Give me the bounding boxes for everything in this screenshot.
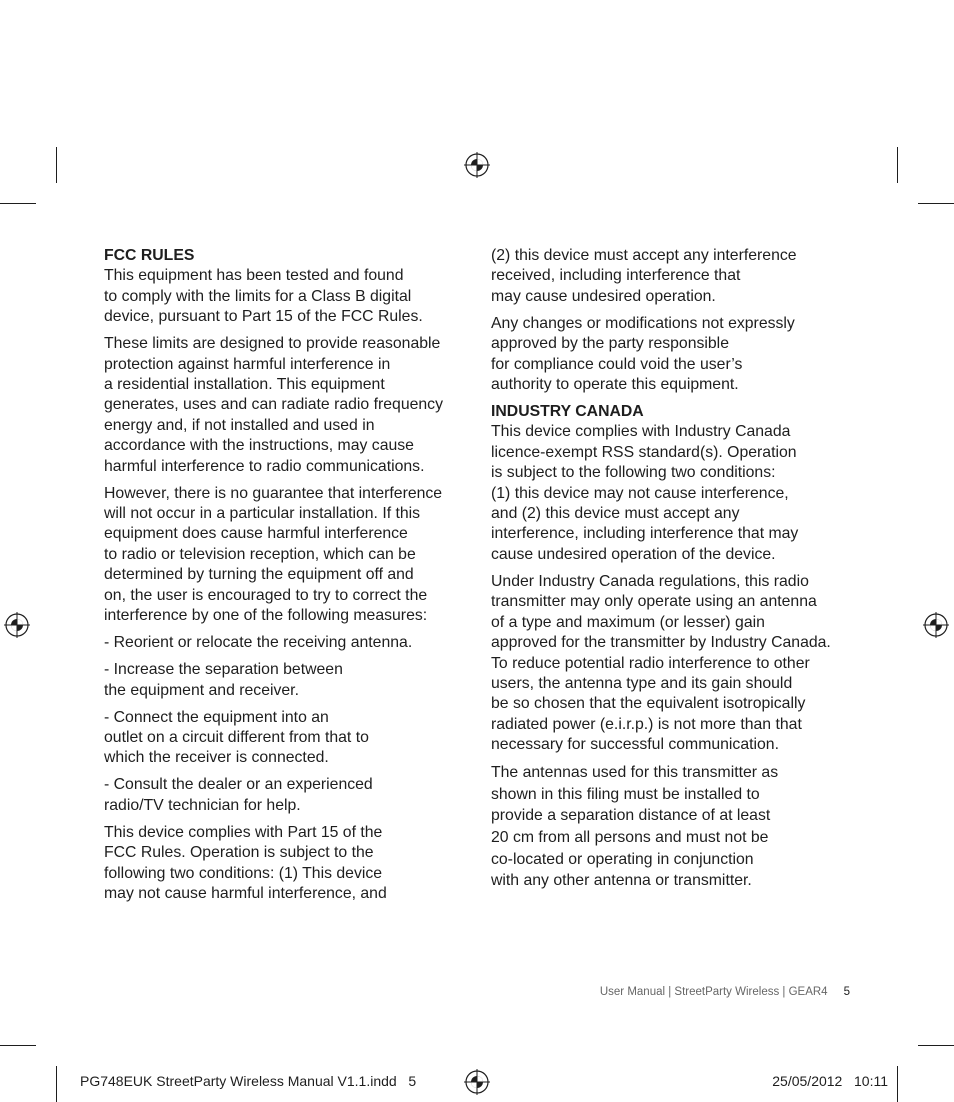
part15-paragraph: This device complies with Part 15 of the FCC Rules. Operation is subject to the following two conditions: (1) This device may not cause harmful interference, and [104, 823, 387, 902]
limits-paragraph: These limits are designed to provide reasonable protection against harmful interference in a residential installation. This equipment generates, uses and can radiate radio frequency energy and, if not installed and used in accordance with the instructions, may cause harmful interference to radio communications. [104, 335, 443, 475]
page-number: 5 [843, 986, 850, 998]
crop-mark-top-right-horizontal [918, 203, 954, 204]
right-column [491, 246, 861, 898]
condition-2-paragraph: (2) this device must accept any interference received, including interference that may cause undesired operation. [491, 247, 797, 305]
slug-date-time: 25/05/2012 10:11 [772, 1073, 888, 1089]
guarantee-paragraph: However, there is no guarantee that interference will not occur in a particular installation. If this equipment does cause harmful interference to radio or television reception, which can be determined by turning the equipment off and on, the user is encouraged to try to correct the interference by one of the following measures: [104, 484, 443, 625]
changes-paragraph: Any changes or modifications not expressly approved by the party responsible for compliance could void the user’s authority to operate this equipment. [491, 314, 795, 394]
fcc-intro-paragraph: This equipment has been tested and found to comply with the limits for a Class B digital device, pursuant to Part 15 of the FCC Rules. [104, 267, 423, 326]
measure-reorient: - Reorient or relocate the receiving antenna. [104, 634, 413, 652]
running-footer-text: User Manual | StreetParty Wireless | GEAR4 [599, 986, 828, 998]
crop-mark-top-left-horizontal [0, 203, 36, 204]
measure-outlet: - Connect the equipment into an outlet on a circuit different from that to which the receiver is connected. [104, 708, 369, 767]
registration-target-icon [464, 1069, 490, 1095]
industry-canada-heading: INDUSTRY CANADA [491, 403, 644, 421]
crop-mark-top-left-vertical [56, 147, 57, 183]
fcc-rules-heading: FCC RULES [104, 247, 195, 264]
crop-mark-bottom-right-horizontal [918, 1045, 954, 1046]
crop-mark-bottom-left-horizontal [0, 1045, 36, 1046]
ic-regulations-paragraph: Under Industry Canada regulations, this radio transmitter may only operate using an antenna of a type and maximum (or lesser) gain approved for the transmitter by Industry Canada. To reduce potential radio interference to other users, the antenna type and its gain should be so chosen that the equivalent isotropically radiated power (e.i.r.p.) is not more than that necessary for successful communication. [491, 572, 831, 754]
crop-mark-bottom-left-vertical [56, 1066, 57, 1102]
industry-canada-paragraph: This device complies with Industry Canada licence-exempt RSS standard(s). Operation is subject to the following two conditions: (1) this device may not cause interference, and (2) this device must accept any interference, including interference that may cause undesired operation of the device. [491, 423, 799, 563]
registration-target-icon [464, 152, 490, 178]
registration-target-icon [4, 612, 30, 638]
antennas-paragraph: The antennas used for this transmitter as shown in this filing must be installed to provide a separation distance of at least 20 cm from all persons and must not be co-located or operating in conjunction with any other antenna or transmitter. [491, 764, 779, 890]
registration-target-icon [923, 612, 949, 638]
measure-separation: - Increase the separation between the equipment and receiver. [104, 661, 343, 699]
crop-mark-bottom-right-vertical [897, 1066, 898, 1102]
measure-consult-dealer: - Consult the dealer or an experienced radio/TV technician for help. [104, 776, 373, 814]
left-column [104, 246, 474, 911]
running-footer [600, 986, 850, 998]
crop-mark-top-right-vertical [897, 147, 898, 183]
slug-file-info: PG748EUK StreetParty Wireless Manual V1.1.indd 5 [80, 1073, 417, 1089]
